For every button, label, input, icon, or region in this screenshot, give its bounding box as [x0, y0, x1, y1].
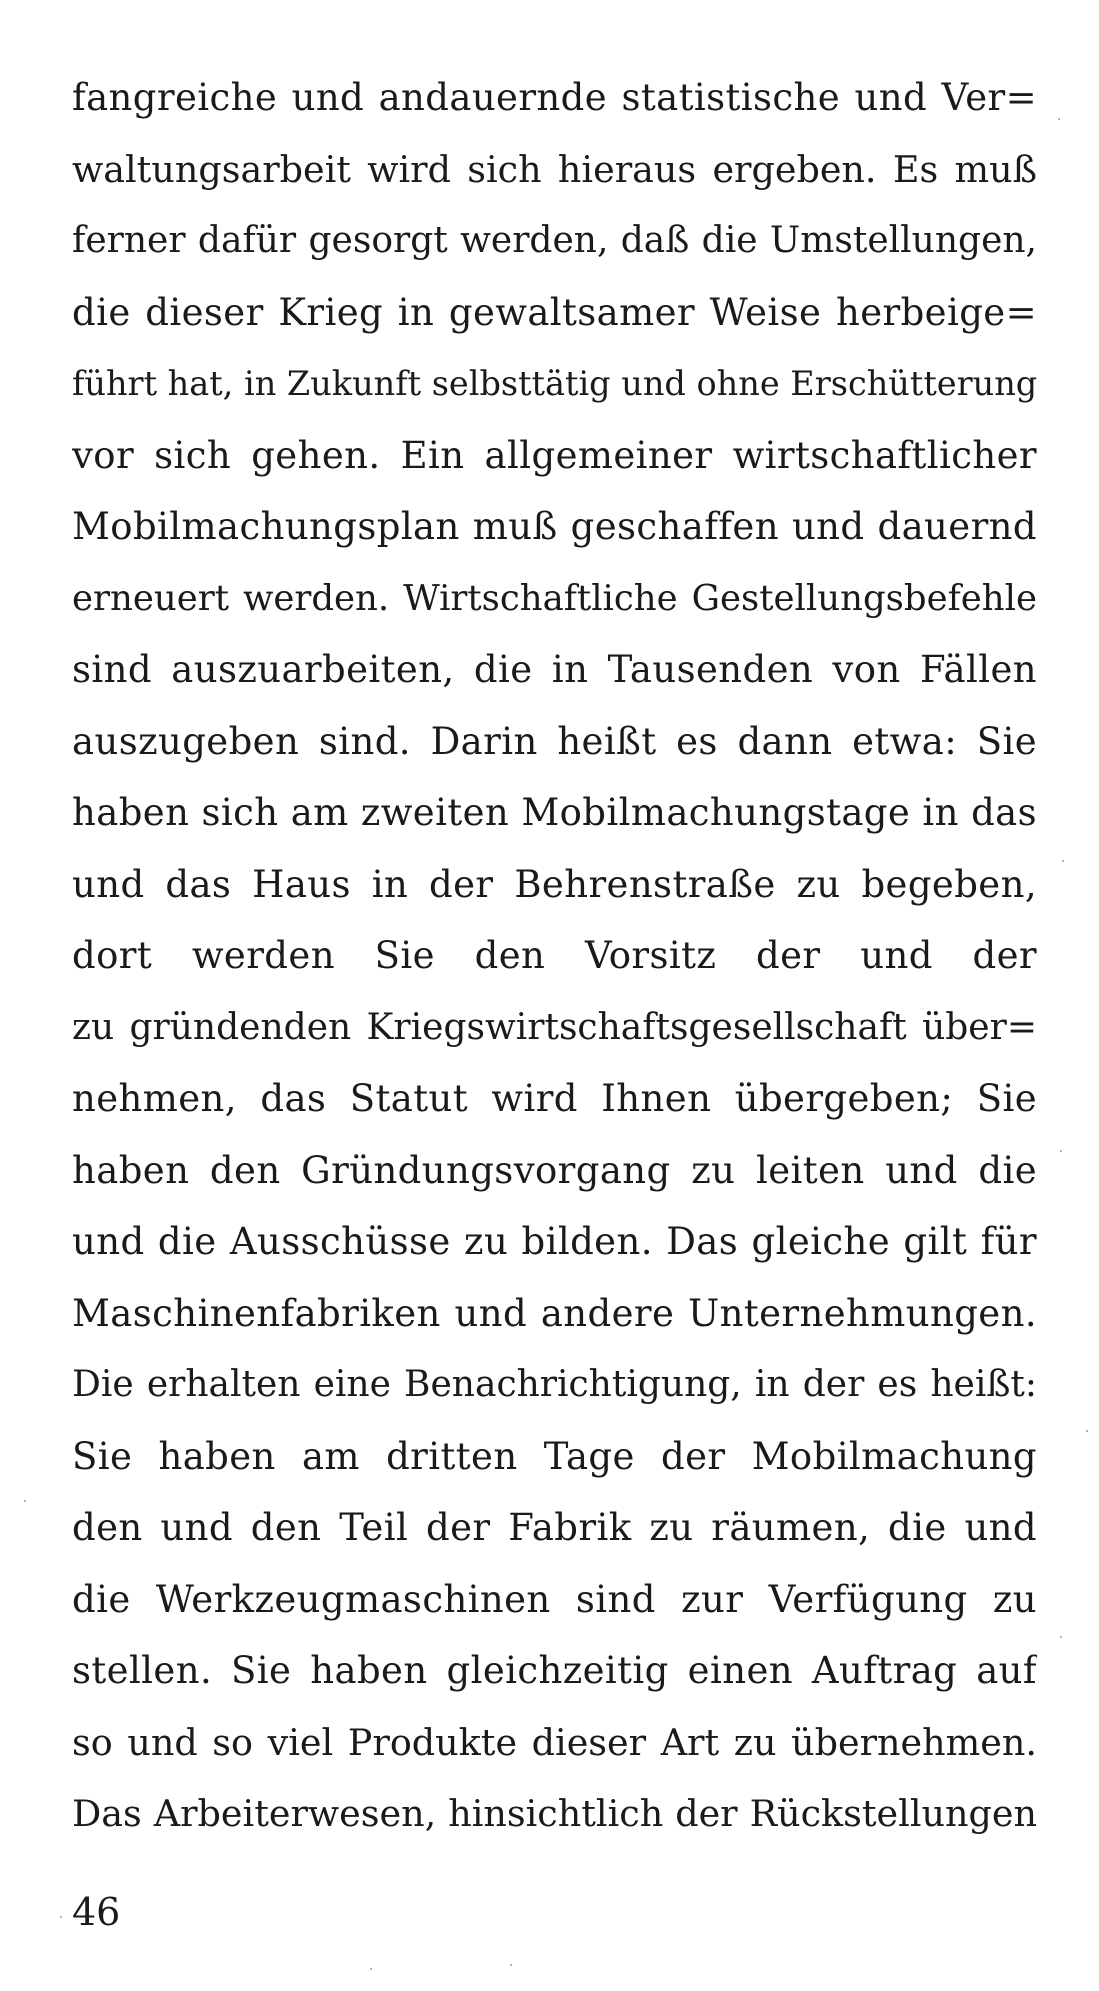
text-line: und die Ausschüsse zu bilden. Das gleiche gilt für: [72, 1220, 1037, 1263]
text-line: den und den Teil der Fabrik zu räumen, die und: [72, 1506, 1037, 1549]
text-line: fangreiche und andauernde statistische und Ver=: [72, 76, 1037, 119]
text-line: nehmen, das Statut wird Ihnen übergeben; Sie: [72, 1077, 1037, 1120]
text-line: so und so viel Produkte dieser Art zu übernehmen.: [72, 1720, 1037, 1764]
text-line: ferner dafür gesorgt werden, daß die Umstellungen,: [72, 220, 1037, 261]
text-line: führt hat, in Zukunft selbsttätig und ohne Erschütterung: [72, 364, 1037, 403]
text-line: zu gründenden Kriegswirtschaftsgesellschaft über=: [72, 1006, 1037, 1048]
scan-speck: [24, 1500, 26, 1502]
scan-speck: [1062, 860, 1064, 862]
scan-speck: [370, 1968, 372, 1970]
scan-speck: [510, 1964, 512, 1966]
text-line: die Werkzeugmaschinen sind zur Verfügung zu: [72, 1577, 1037, 1621]
text-line: Das Arbeiterwesen, hinsichtlich der Rückstellungen: [72, 1792, 1037, 1835]
text-line: erneuert werden. Wirtschaftliche Gestellungsbefehle: [72, 577, 1037, 619]
text-line: haben sich am zweiten Mobilmachungstage in das: [72, 791, 1037, 834]
scan-speck: [1086, 1430, 1088, 1432]
text-line: sind auszuarbeiten, die in Tausenden von Fällen: [72, 648, 1037, 691]
text-line: waltungsarbeit wird sich hieraus ergeben. Es muß: [72, 147, 1037, 191]
scan-speck: [60, 1916, 62, 1918]
text-line: vor sich gehen. Ein allgemeiner wirtschaftlicher: [72, 433, 1037, 477]
text-line: stellen. Sie haben gleichzeitig einen Auftrag auf: [72, 1649, 1037, 1692]
page-number: 46: [72, 1890, 121, 1934]
text-line: Mobilmachungsplan muß geschaffen und dauernd: [72, 505, 1037, 548]
text-line: die dieser Krieg in gewaltsamer Weise herbeige=: [72, 290, 1037, 334]
scan-speck: [1060, 1150, 1062, 1152]
text-line: haben den Gründungsvorgang zu leiten und die: [72, 1148, 1037, 1192]
text-line: Die erhalten eine Benachrichtigung, in der es heißt:: [72, 1364, 1037, 1405]
text-line: Sie haben am dritten Tage der Mobilmachung: [72, 1434, 1037, 1478]
text-line: dort werden Sie den Vorsitz der und der: [72, 934, 1037, 977]
text-line: Maschinenfabriken und andere Unternehmungen.: [72, 1291, 1037, 1335]
scan-speck: [1060, 1636, 1062, 1638]
scan-speck: [1058, 118, 1060, 120]
text-line: auszugeben sind. Darin heißt es dann etwa: Sie: [72, 719, 1037, 763]
body-text: [72, 62, 1037, 1850]
text-line: und das Haus in der Behrenstraße zu begeben,: [72, 862, 1037, 906]
